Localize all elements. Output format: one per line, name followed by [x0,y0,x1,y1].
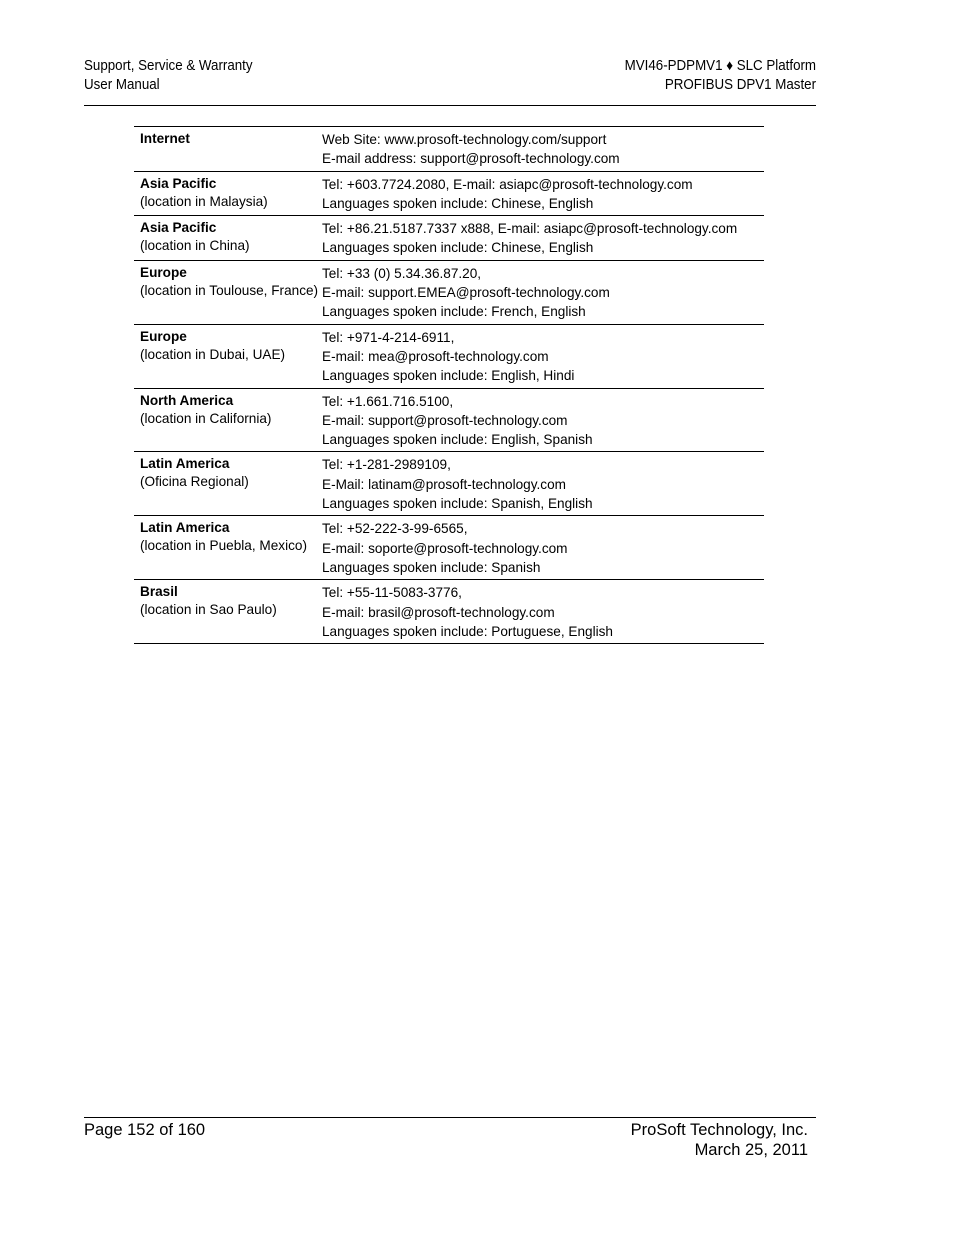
contact-info-line: E-Mail: latinam@prosoft-technology.com [322,476,566,492]
contact-row [134,171,764,216]
header-doc-type: User Manual [84,77,160,93]
contact-info-line: Tel: +33 (0) 5.34.36.87.20, [322,265,482,281]
contact-info-line: Languages spoken include: English, Hindi [322,368,575,384]
region-location: (location in Dubai, UAE) [140,346,286,362]
contact-info-cell [322,516,764,580]
contact-info-line: Languages spoken include: French, English [322,304,586,320]
region-location: (location in Malaysia) [140,193,268,209]
contact-info-line: Languages spoken include: Spanish, English [322,496,593,512]
contact-info-cell [322,171,764,216]
region-cell [134,127,322,172]
contact-row [134,260,764,324]
region-name: Internet [140,131,190,146]
region-name: Europe [140,328,187,344]
contact-row [134,388,764,452]
contact-row [134,580,764,644]
region-cell [134,216,322,261]
region-name: Latin America [140,456,230,472]
header-product-subtitle: PROFIBUS DPV1 Master [664,77,816,93]
region-cell [134,388,322,452]
contact-info-cell [322,580,764,644]
region-location: (location in Puebla, Mexico) [140,538,307,554]
contact-row [134,216,764,261]
region-location: (location in California) [140,410,272,426]
contact-info-line: Tel: +1-281-2989109, [322,457,451,473]
contact-row [134,516,764,580]
region-location: (location in China) [140,238,250,254]
contact-row [134,452,764,516]
region-location: (Oficina Regional) [140,474,249,490]
contact-info-line: Languages spoken include: Portuguese, English [322,623,613,639]
contact-row [134,127,764,172]
contact-info-line: Tel: +86.21.5187.7337 x888, E-mail: asiapc@prosoft-technology.com [322,221,738,237]
region-cell [134,171,322,216]
contact-info-line: E-mail: brasil@prosoft-technology.com [322,604,555,620]
page-header [84,57,816,106]
contact-info-cell [322,216,764,261]
contact-info-line: E-mail: support.EMEA@prosoft-technology.com [322,285,610,301]
region-name: Latin America [140,520,230,536]
page-footer [84,1117,816,1159]
contact-row [134,324,764,388]
footer-company: ProSoft Technology, Inc. [630,1121,808,1139]
contact-info-line: E-mail: soporte@prosoft-technology.com [322,540,568,556]
region-cell [134,516,322,580]
page-number: Page 152 of 160 [84,1121,206,1139]
contact-info-line: Languages spoken include: Spanish [322,559,541,575]
contact-info-line: Web Site: www.prosoft-technology.com/support [322,132,607,147]
contact-info-line: Tel: +52-222-3-99-6565, [322,521,468,537]
contact-info-line: Tel: +1.661.716.5100, [322,393,454,409]
contact-info-cell [322,388,764,452]
header-section-title: Support, Service & Warranty [84,58,253,74]
contact-info-line: Tel: +971-4-214-6911, [322,329,455,345]
contacts-table-body [134,127,764,644]
region-location: (location in Toulouse, France) [140,282,319,298]
contact-info-cell [322,127,764,172]
contact-info-line: E-mail: support@prosoft-technology.com [322,412,568,428]
contact-info-line: E-mail address: support@prosoft-technology.com [322,151,620,167]
contacts-table [134,126,764,644]
contact-info-line: Languages spoken include: English, Spanish [322,432,593,448]
contact-info-line: Languages spoken include: Chinese, English [322,240,594,256]
header-left [84,57,253,95]
contact-info-cell [322,452,764,516]
contact-info-line: Tel: +55-11-5083-3776, [322,585,462,601]
region-name: North America [140,392,234,408]
contact-info-cell [322,260,764,324]
contact-info-cell [322,324,764,388]
region-cell [134,324,322,388]
region-name: Asia Pacific [140,220,217,236]
region-cell [134,260,322,324]
contact-info-line: Tel: +603.7724.2080, E-mail: asiapc@prosoft-technology.com [322,176,693,192]
footer-left [84,1120,205,1140]
region-name: Europe [140,264,187,280]
header-right [625,57,816,95]
region-name: Asia Pacific [140,175,217,191]
region-name: Brasil [140,584,178,600]
contact-info-line: E-mail: mea@prosoft-technology.com [322,348,549,364]
footer-date: March 25, 2011 [694,1141,808,1159]
footer-right [631,1120,808,1160]
region-cell [134,580,322,644]
contact-info-line: Languages spoken include: Chinese, English [322,195,594,211]
region-cell [134,452,322,516]
region-location: (location in Sao Paulo) [140,602,277,618]
header-product: MVI46-PDPMV1 ♦ SLC Platform [624,58,816,74]
